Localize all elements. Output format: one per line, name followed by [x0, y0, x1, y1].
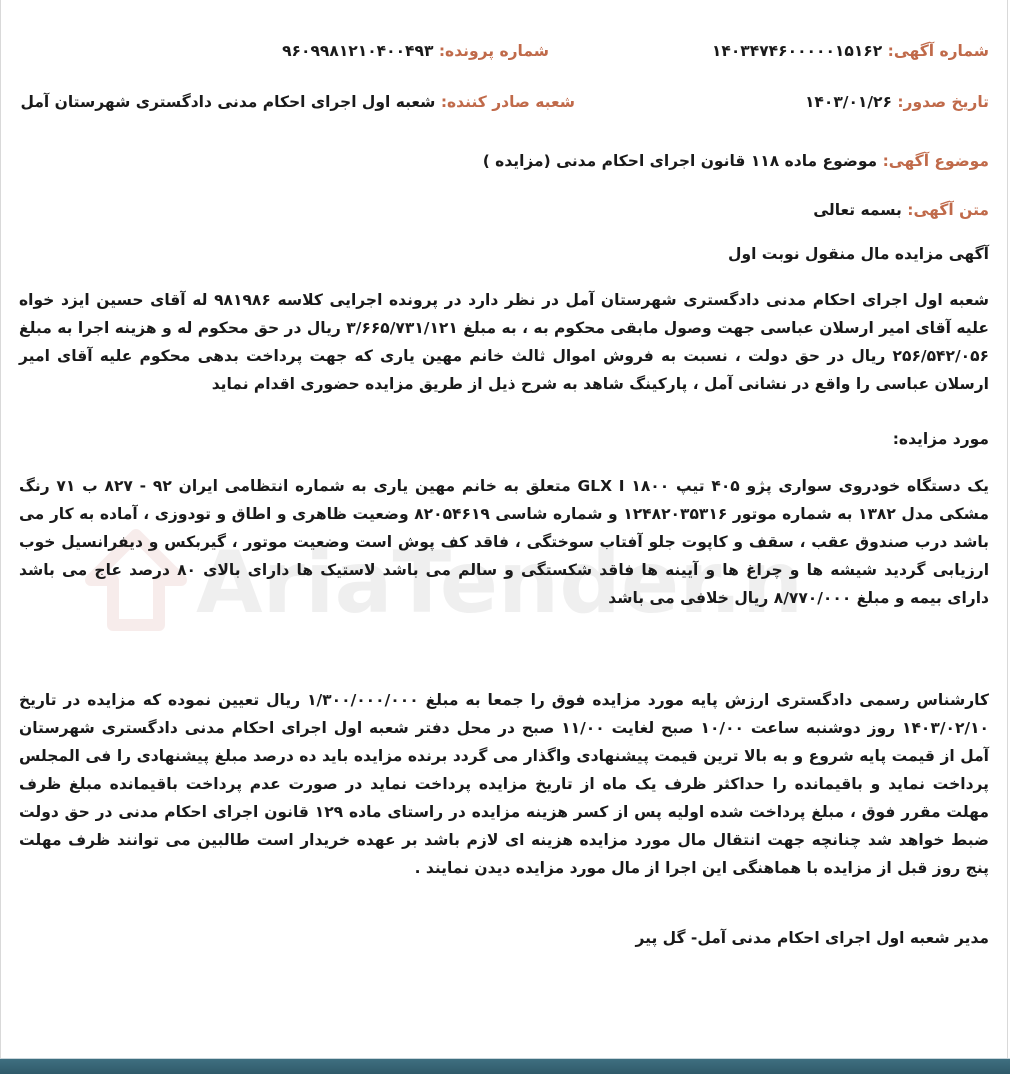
notice-text-value: بسمه تعالی [813, 201, 902, 219]
issuing-branch-label: شعبه صادر کننده: [440, 93, 575, 111]
issuing-branch-value: شعبه اول اجرای احکام مدنی دادگستری شهرستان آمل [20, 93, 436, 111]
subject-label: موضوع آگهی: [882, 152, 989, 170]
item-heading: مورد مزایده: [892, 430, 989, 448]
subject-value: موضوع ماده ۱۱۸ قانون اجرای احکام مدنی (مزایده ) [482, 152, 878, 170]
case-number [282, 42, 549, 60]
issue-date-label: تاریخ صدور: [897, 93, 989, 111]
case-number-value: ۹۶۰۹۹۸۱۲۱۰۴۰۰۴۹۳ [282, 42, 434, 60]
item-description: یک دستگاه خودروی سواری پژو ۴۰۵ تیپ GLX I ۱۸۰۰ متعلق به خانم مهین یاری به شماره انتظامی ایران ۹۲ - ۸۲۷ ب ۷۱ رنگ مشکی مدل ۱۳۸۲ به شماره موتور ۱۲۴۸۲۰۳۵۳۱۶ و شماره شاسی ۸۲۰۵۴۶۱۹ وضعیت ظاهری و اطاق و تودوزی ، آماده به کار می باشد درب صندوق عقب ، سقف و کاپوت جلو آفتاب سوختگی ، فاقد کف پوش است وضعیت موتور ، گیربکس و دیفرانسیل خوب ارزیابی گردید شیشه ها و چراغ ها و آیینه ها فاقد شکستگی و سالم می باشد لاستیک ها دارای بالای ۸۰ درصد عاج می باشد دارای بیمه و مبلغ ۸/۷۷۰/۰۰۰ ریال خلافی می باشد [19, 477, 990, 607]
issue-date-value: ۱۴۰۳/۰۱/۲۶ [804, 93, 892, 111]
issue-date [805, 93, 989, 111]
watermark-text: AriaTender.n [196, 533, 801, 633]
notice-text-header [813, 201, 989, 219]
issuing-branch [20, 93, 575, 111]
ad-number-label: شماره آگهی: [887, 42, 989, 60]
subject [483, 152, 989, 170]
valuation-paragraph: کارشناس رسمی دادگستری ارزش پایه مورد مزایده فوق را جمعا به مبلغ ۱/۳۰۰/۰۰۰/۰۰۰ ریال تعیین نموده که مزایده در تاریخ ۱۴۰۳/۰۲/۱۰ روز دوشنبه ساعت ۱۰/۰۰ صبح لغایت ۱۱/۰۰ صبح در محل دفتر شعبه اول اجرای احکام مدنی دادگستری شهرستان آمل از قیمت پایه شروع و به بالا ترین قیمت پیشنهادی واگذار می گردد برنده مزایده باید ده درصد مبلغ پیشنهادی را فی المجلس پرداخت نماید و باقیمانده را حداکثر ظرف یک ماه از تاریخ مزایده پرداخت نماید در صورت عدم پرداخت باقیمانده مبلغ ظرف مهلت مقرر فوق ، مبلغ پرداخت شده اولیه پس از کسر هزینه مزایده در راستای ماده ۱۲۹ قانون اجرای احکام مدنی در حق دولت ضبط خواهد شد چنانچه جهت انتقال مال مورد مزایده هزینه ای لازم باشد بر عهده خریدار است طالبین می توانند ظرف مهلت پنج روز قبل از مزایده با هماهنگی این اجرا از مال مورد مزایده دیدن نمایند . [19, 691, 989, 877]
ad-number-value: ۱۴۰۳۴۷۴۶۰۰۰۰۰۱۵۱۶۲ [711, 42, 883, 60]
ad-number [712, 42, 989, 60]
notice-title: آگهی مزایده مال منقول نوبت اول [728, 245, 989, 263]
case-number-label: شماره پرونده: [438, 42, 549, 60]
intro-paragraph: شعبه اول اجرای احکام مدنی دادگستری شهرستان آمل در نظر دارد در پرونده اجرایی کلاسه ۹۸۱۹۸۶ له آقای حسین ایزد خواه علیه آقای امیر ارسلان عباسی جهت وصول مابقی محکوم به ، به مبلغ ۳/۶۶۵/۷۳۱/۱۲۱ ریال در حق محکوم له و هزینه اجرا به مبلغ ۲۵۶/۵۴۲/۰۵۶ ریال در حق دولت ، نسبت به فروش اموال ثالث خانم مهین یاری که جهت پرداخت بدهی محکوم علیه آقای امیر ارسلان عباسی را واقع در نشانی آمل ، پارکینگ شاهد به شرح ذیل از طریق مزایده حضوری اقدام نماید [19, 291, 989, 393]
signature: مدیر شعبه اول اجرای احکام مدنی آمل- گل پیر [635, 929, 989, 947]
bottom-bar [0, 1058, 1010, 1074]
notice-text-label: متن آگهی: [907, 201, 989, 219]
